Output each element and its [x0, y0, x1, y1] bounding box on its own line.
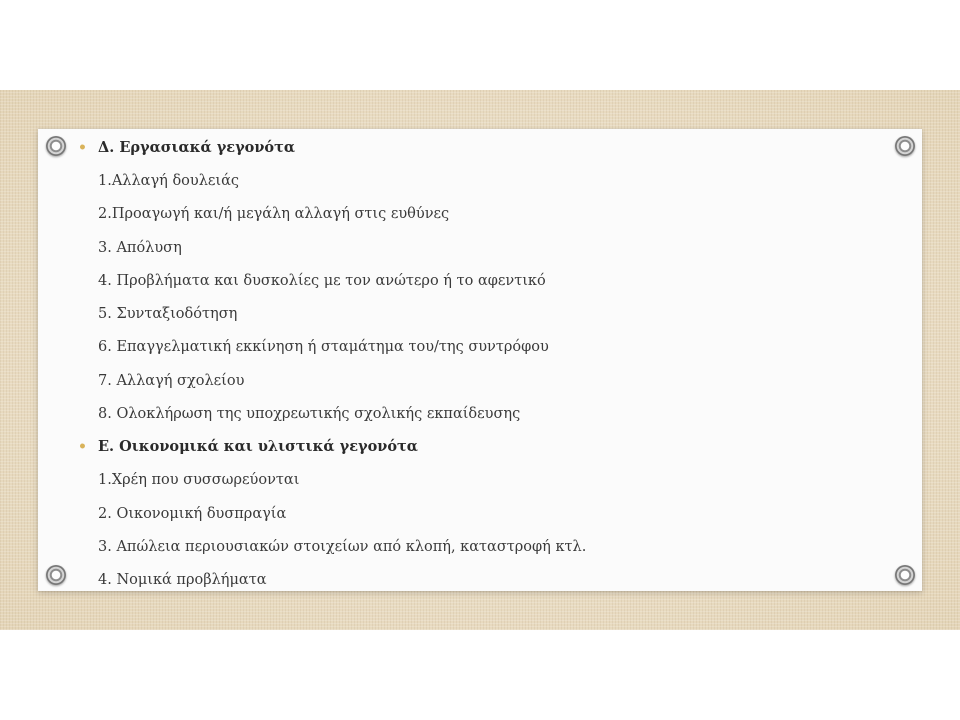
- grommet-icon: [895, 136, 915, 156]
- grommet-icon: [46, 565, 66, 585]
- section-heading: [78, 435, 898, 468]
- list-item: 1.Αλλαγή δουλειάς: [98, 173, 240, 189]
- slide-content: [78, 136, 898, 602]
- list-item: 3. Απόλυση: [98, 239, 182, 256]
- bullet-icon: •: [78, 439, 87, 456]
- list-item: 4. Προβλήματα και δυσκολίες με τον ανώτερο ή το αφεντικό: [98, 272, 546, 289]
- list-item: 1.Χρέη που συσσωρεύονται: [98, 472, 300, 489]
- section-heading-text: Ε. Οικονομικά και υλιστικά γεγονότα: [98, 438, 418, 456]
- section-heading-text: Δ. Εργασιακά γεγονότα: [98, 139, 295, 156]
- section-heading: [78, 136, 898, 169]
- bullet-icon: •: [78, 140, 87, 156]
- grommet-icon: [46, 136, 66, 156]
- list-item: 3. Απώλεια περιουσιακών στοιχείων από κλοπή, καταστροφή κτλ.: [98, 538, 587, 555]
- list-item: 8. Ολοκλήρωση της υποχρεωτικής σχολικής εκπαίδευσης: [98, 406, 521, 423]
- list-item: 2. Οικονομική δυσπραγία: [98, 505, 287, 522]
- list-item: 2.Προαγωγή και/ή μεγάλη αλλαγή στις ευθύνες: [98, 206, 450, 223]
- list-item: 7. Αλλαγή σχολείου: [98, 372, 245, 389]
- list-item: 6. Επαγγελματική εκκίνηση ή σταμάτημα του/της συντρόφου: [98, 339, 549, 356]
- list-item: 4. Νομικά προβλήματα: [98, 572, 267, 589]
- list-item: 5. Συνταξιοδότηση: [98, 306, 238, 323]
- grommet-icon: [895, 565, 915, 585]
